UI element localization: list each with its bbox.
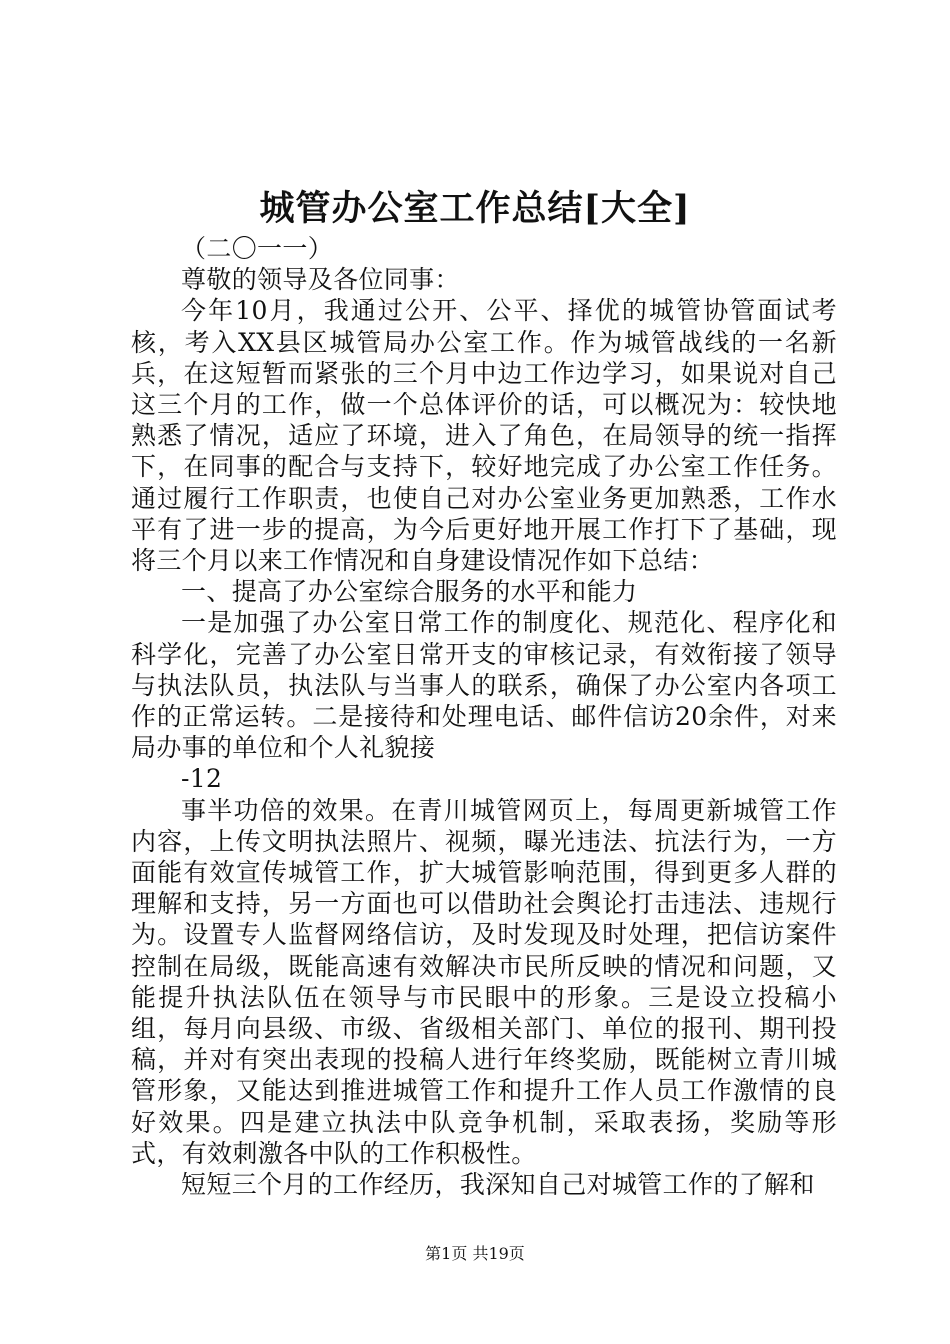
body-paragraph: 事半功倍的效果。在青川城管网页上，每周更新城管工作内容，上传文明执法照片、视频，曝光违法、抗法行为，一方面能有效宣传城管工作，扩大城管影响范围，得到更多人群的理解和支持，另一方面也可以借助社会舆论打击违法、违规行为。设置专人监督网络信访，及时发现及时处理，把信访案件控制在局级，既能高速有效解决市民所反映的情况和问题，又能提升执法队伍在领导与市民眼中的形象。三是设立投稿小组，每月向县级、市级、省级相关部门、单位的报刊、期刊投稿，并对有突出表现的投稿人进行年终奖励，既能树立青川城管形象，又能达到推进城管工作和提升工作人员工作激情的良好效果。四是建立执法中队竞争机制，采取表扬，奖励等形式，有效刺激各中队的工作积极性。 (131, 795, 837, 1168)
page-footer: 第1页 共19页 (425, 1244, 525, 1263)
body-paragraph: 一是加强了办公室日常工作的制度化、规范化、程序化和科学化，完善了办公室日常开支的审核记录，有效衔接了领导与执法队员，执法队与当事人的联系，确保了办公室内各项工作的正常运转。二是接待和处理电话、邮件信访20余件，对来局办事的单位和个人礼貌接 (131, 608, 837, 763)
section-heading: 一、提高了办公室综合服务的水平和能力 (181, 577, 638, 607)
document-title: 城管办公室工作总结[大全] (259, 188, 691, 229)
body-paragraph: 短短三个月的工作经历，我深知自己对城管工作的了解和 (181, 1170, 815, 1200)
salutation: 尊敬的领导及各位同事： (181, 265, 460, 295)
page-marker: -12 (181, 764, 223, 794)
date-line: （二〇一一） (181, 234, 334, 263)
document-body (131, 233, 837, 1200)
body-paragraph: 今年10月，我通过公开、公平、择优的城管协管面试考核，考入XX县区城管局办公室工作。作为城管战线的一名新兵，在这短暂而紧张的三个月中边工作边学习，如果说对自己这三个月的工作，做一个总体评价的话，可以概况为：较快地熟悉了情况，适应了环境，进入了角色，在局领导的统一指挥下，在同事的配合与支持下，较好地完成了办公室工作任务。通过履行工作职责，也使自己对办公室业务更加熟悉，工作水平有了进一步的提高，为今后更好地开展工作打下了基础，现将三个月以来工作情况和自身建设情况作如下总结： (131, 296, 837, 576)
